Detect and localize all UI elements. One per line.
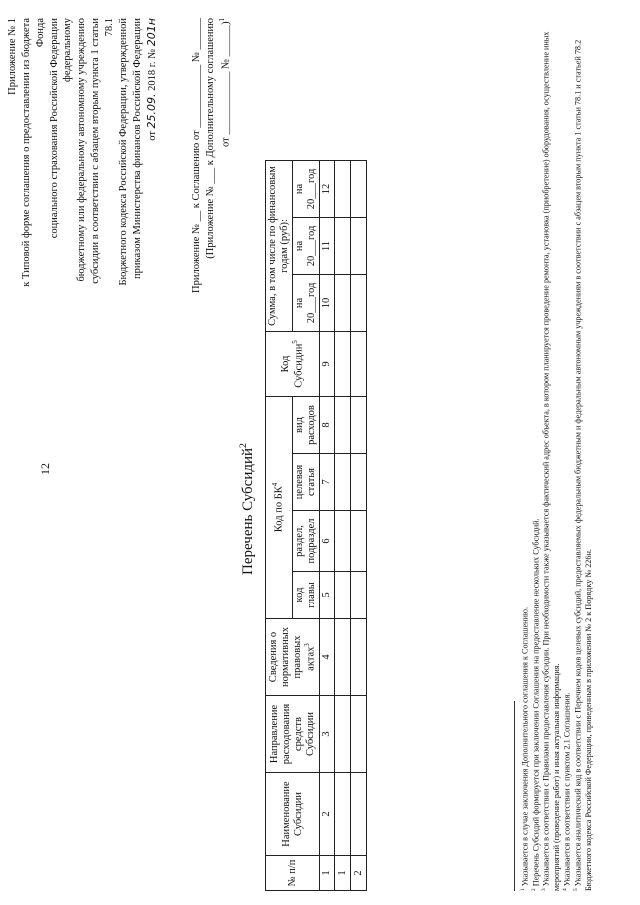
- footnote-divider: [514, 701, 515, 891]
- column-number: 8: [320, 397, 335, 454]
- column-number-row: [320, 161, 335, 891]
- column-number: 1: [320, 856, 335, 891]
- appendix-line: Бюджетного кодекса Российской Федерации, утвержденной: [117, 18, 129, 286]
- column-number: 2: [320, 773, 335, 856]
- footnote: $^1$ Указывается в случае заключения Дополнительного соглашения к Соглашению.: [520, 606, 530, 891]
- column-number: 3: [320, 696, 335, 773]
- footnote: $^4$ Указывается в соответствии с пунктом 2.1 Соглашения.: [562, 692, 572, 891]
- column-number: 6: [320, 511, 335, 572]
- header-year-1: на 20___год: [293, 275, 320, 332]
- header-year-3: на 20___год: [293, 161, 320, 218]
- header-sum: Сумма, в том числе по финансовым годам (руб):: [266, 161, 293, 332]
- appendix-line: приказом Министерства финансов Российской Федерации: [131, 18, 143, 279]
- header-num: № п/п: [266, 856, 320, 891]
- agreement-line: (Приложение № ___ к Дополнительному соглашению: [204, 18, 216, 259]
- header-acts: Сведения о нормативных правовых актах$^3$: [266, 619, 320, 696]
- appendix-line: Приложение № 1: [7, 18, 18, 95]
- appendix-line: субсидии в соответствии с абзацем вторым пункта 1 статьи 78.1: [90, 18, 116, 284]
- table-row: [335, 161, 351, 891]
- column-number: 5: [320, 572, 335, 619]
- header-bk-target: целевая статья: [293, 454, 320, 511]
- header-bk: Код по $БК^4$: [266, 397, 293, 619]
- column-number: 4: [320, 619, 335, 696]
- footnote: $^3$ Указывается в соответствии с Правилами предоставления субсидии. При необходимости также указывается фактический адрес объекта, в котором планируется проведение ремонта, установка (приобретение) оборудования, осуществление иных мероприятий (проведение работ) и иная актуальная информация.: [541, 31, 562, 891]
- header-bk-type: вид расходов: [293, 397, 320, 454]
- header-name: Наименование Субсидии: [266, 773, 320, 856]
- handwritten-number: 201н: [144, 18, 158, 47]
- page-number: 12: [38, 463, 52, 475]
- header-bk-chapter: код главы: [293, 572, 320, 619]
- header-year-2: на 20___год: [293, 218, 320, 275]
- row-number: 2: [351, 856, 367, 891]
- document-title: Перечень Субсидий$^2$: [238, 443, 256, 575]
- appendix-header: [6, 18, 159, 288]
- column-number: 7: [320, 454, 335, 511]
- column-number: 9: [320, 332, 335, 397]
- column-number: 11: [320, 218, 335, 275]
- handwritten-date: 25.09.: [144, 93, 158, 129]
- appendix-line: социального страхования Российской Федерации федеральному: [48, 18, 74, 239]
- appendix-line: бюджетному или федеральному автономному учреждению: [76, 18, 88, 282]
- header-bk-section: раздел, подраздел: [293, 511, 320, 572]
- column-number: 10: [320, 275, 335, 332]
- table-row: [351, 161, 367, 891]
- table-header-row: [266, 161, 293, 891]
- footnote: $^5$ Указывается аналитический код в соответствии с Перечнем кодов целевых субсидий, предоставляемых федеральным бюджетным и федеральным автономным учреждениям в соответствии с абзацем вторым пункта 1 статьи 78.1 и статьей 78.2 Бюджетного кодекса Российской Федерации, приведенным в приложении № 2 к Порядку № 226н.: [572, 39, 593, 891]
- agreement-line: от ____________ № ______)$^1$: [218, 18, 232, 147]
- header-direction: Направление расходования средств Субсидии: [266, 696, 320, 773]
- column-number: 12: [320, 161, 335, 218]
- appendix-date-line: от 25.09. 2018 г. № 201н: [144, 18, 158, 141]
- agreement-reference: [190, 18, 233, 318]
- appendix-line: к Типовой форме соглашения о предоставлении из бюджета Фонда: [20, 18, 46, 287]
- row-number: 1: [335, 856, 351, 891]
- agreement-line: Приложение № __ к Соглашению от ____________ № ______: [191, 18, 202, 293]
- subsidy-table: [265, 160, 367, 891]
- footnote: $^2$ Перечень Субсидий формируется при заключении Соглашения на предоставление нескольких Субсидий.: [530, 518, 541, 891]
- header-code: Код Субсидии$^5$: [266, 332, 320, 397]
- footnotes: [520, 11, 594, 891]
